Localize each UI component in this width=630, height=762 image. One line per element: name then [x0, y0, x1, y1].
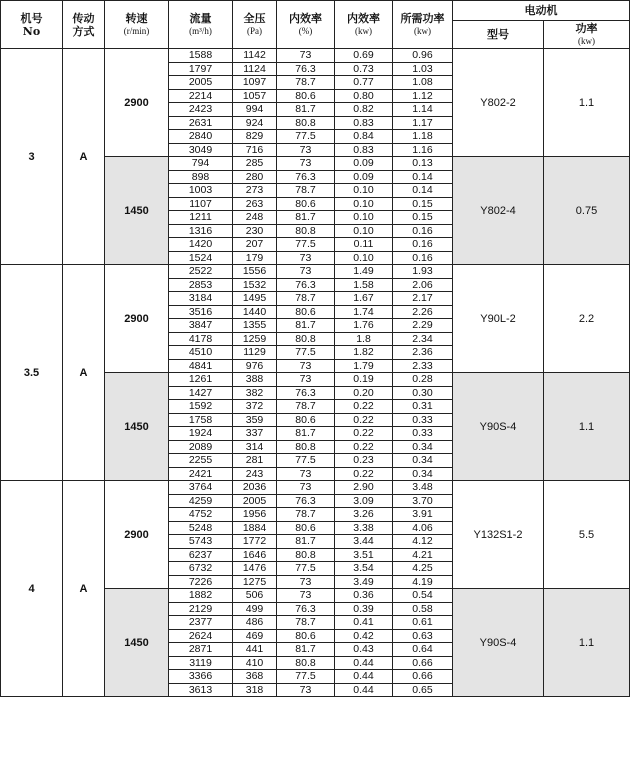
pressure-cell: 1646 [233, 548, 277, 562]
efficiency-cell: 73 [277, 467, 335, 481]
table-row [1, 265, 630, 279]
flow-cell: 2377 [169, 616, 233, 630]
motor-power-cell: 0.75 [544, 157, 630, 265]
drive-cell: A [63, 49, 105, 265]
pressure-cell: 281 [233, 454, 277, 468]
efficiency-cell: 77.5 [277, 670, 335, 684]
header-flow: 流量 (m³/h) [169, 1, 233, 49]
drive-cell: A [63, 265, 105, 481]
motor-model-cell: Y802-4 [453, 157, 544, 265]
pressure-cell: 410 [233, 656, 277, 670]
pressure-cell: 359 [233, 413, 277, 427]
flow-cell: 3119 [169, 656, 233, 670]
flow-cell: 898 [169, 170, 233, 184]
pressure-cell: 924 [233, 116, 277, 130]
efficiency-cell: 73 [277, 575, 335, 589]
pressure-cell: 1476 [233, 562, 277, 576]
internal-power-cell: 1.49 [335, 265, 393, 279]
pressure-cell: 1129 [233, 346, 277, 360]
motor-model-cell: Y802-2 [453, 49, 544, 157]
internal-power-cell: 1.8 [335, 332, 393, 346]
required-power-cell: 4.19 [393, 575, 453, 589]
required-power-cell: 0.33 [393, 427, 453, 441]
motor-model-cell: Y132S1-2 [453, 481, 544, 589]
internal-power-cell: 3.26 [335, 508, 393, 522]
pressure-cell: 1440 [233, 305, 277, 319]
efficiency-cell: 80.6 [277, 629, 335, 643]
internal-power-cell: 1.74 [335, 305, 393, 319]
pressure-cell: 243 [233, 467, 277, 481]
required-power-cell: 0.15 [393, 211, 453, 225]
pressure-cell: 1097 [233, 76, 277, 90]
motor-power-cell: 1.1 [544, 49, 630, 157]
internal-power-cell: 0.23 [335, 454, 393, 468]
required-power-cell: 0.31 [393, 400, 453, 414]
efficiency-cell: 76.3 [277, 602, 335, 616]
pressure-cell: 248 [233, 211, 277, 225]
required-power-cell: 0.15 [393, 197, 453, 211]
efficiency-cell: 77.5 [277, 454, 335, 468]
required-power-cell: 0.16 [393, 251, 453, 265]
required-power-cell: 0.64 [393, 643, 453, 657]
efficiency-cell: 76.3 [277, 278, 335, 292]
flow-cell: 3613 [169, 683, 233, 697]
required-power-cell: 2.26 [393, 305, 453, 319]
internal-power-cell: 3.09 [335, 494, 393, 508]
flow-cell: 3764 [169, 481, 233, 495]
motor-power-cell: 1.1 [544, 373, 630, 481]
pressure-cell: 273 [233, 184, 277, 198]
flow-cell: 1107 [169, 197, 233, 211]
speed-cell: 2900 [105, 265, 169, 373]
efficiency-cell: 78.7 [277, 184, 335, 198]
pressure-cell: 1495 [233, 292, 277, 306]
internal-power-cell: 1.82 [335, 346, 393, 360]
pressure-cell: 2036 [233, 481, 277, 495]
flow-cell: 4510 [169, 346, 233, 360]
required-power-cell: 0.96 [393, 49, 453, 63]
efficiency-cell: 81.7 [277, 103, 335, 117]
pressure-cell: 1556 [233, 265, 277, 279]
flow-cell: 2214 [169, 89, 233, 103]
efficiency-cell: 76.3 [277, 494, 335, 508]
header-motor: 电动机 [453, 1, 630, 21]
internal-power-cell: 1.58 [335, 278, 393, 292]
required-power-cell: 0.30 [393, 386, 453, 400]
flow-cell: 4752 [169, 508, 233, 522]
efficiency-cell: 80.8 [277, 116, 335, 130]
flow-cell: 1420 [169, 238, 233, 252]
required-power-cell: 0.66 [393, 656, 453, 670]
efficiency-cell: 81.7 [277, 427, 335, 441]
internal-power-cell: 0.10 [335, 251, 393, 265]
internal-power-cell: 0.10 [335, 184, 393, 198]
flow-cell: 6237 [169, 548, 233, 562]
flow-cell: 2129 [169, 602, 233, 616]
required-power-cell: 1.03 [393, 62, 453, 76]
header-required-power: 所需功率 (kw) [393, 1, 453, 49]
required-power-cell: 0.33 [393, 413, 453, 427]
table-header [1, 1, 630, 49]
flow-cell: 1592 [169, 400, 233, 414]
efficiency-cell: 73 [277, 157, 335, 171]
required-power-cell: 4.21 [393, 548, 453, 562]
internal-power-cell: 3.54 [335, 562, 393, 576]
pressure-cell: 469 [233, 629, 277, 643]
required-power-cell: 2.29 [393, 319, 453, 333]
pressure-cell: 280 [233, 170, 277, 184]
pressure-cell: 1884 [233, 521, 277, 535]
internal-power-cell: 0.22 [335, 427, 393, 441]
pressure-cell: 285 [233, 157, 277, 171]
drive-cell: A [63, 481, 105, 697]
flow-cell: 3184 [169, 292, 233, 306]
pressure-cell: 506 [233, 589, 277, 603]
efficiency-cell: 73 [277, 683, 335, 697]
speed-cell: 1450 [105, 373, 169, 481]
flow-cell: 3516 [169, 305, 233, 319]
efficiency-cell: 73 [277, 359, 335, 373]
required-power-cell: 2.34 [393, 332, 453, 346]
pressure-cell: 388 [233, 373, 277, 387]
internal-power-cell: 1.76 [335, 319, 393, 333]
efficiency-cell: 81.7 [277, 535, 335, 549]
efficiency-cell: 73 [277, 251, 335, 265]
efficiency-cell: 73 [277, 49, 335, 63]
pressure-cell: 314 [233, 440, 277, 454]
internal-power-cell: 0.10 [335, 224, 393, 238]
required-power-cell: 0.65 [393, 683, 453, 697]
motor-model-cell: Y90S-4 [453, 589, 544, 697]
internal-power-cell: 3.44 [335, 535, 393, 549]
internal-power-cell: 0.10 [335, 211, 393, 225]
internal-power-cell: 0.22 [335, 467, 393, 481]
flow-cell: 2255 [169, 454, 233, 468]
pressure-cell: 372 [233, 400, 277, 414]
motor-power-cell: 2.2 [544, 265, 630, 373]
flow-cell: 5248 [169, 521, 233, 535]
internal-power-cell: 0.82 [335, 103, 393, 117]
pressure-cell: 382 [233, 386, 277, 400]
required-power-cell: 0.66 [393, 670, 453, 684]
pressure-cell: 716 [233, 143, 277, 157]
flow-cell: 4841 [169, 359, 233, 373]
internal-power-cell: 0.44 [335, 683, 393, 697]
internal-power-cell: 0.22 [335, 400, 393, 414]
internal-power-cell: 0.77 [335, 76, 393, 90]
required-power-cell: 0.13 [393, 157, 453, 171]
internal-power-cell: 0.09 [335, 157, 393, 171]
header-motor-power: 功率 (kw) [544, 21, 630, 49]
machine-no-cell: 3 [1, 49, 63, 265]
required-power-cell: 0.61 [393, 616, 453, 630]
efficiency-cell: 77.5 [277, 346, 335, 360]
efficiency-cell: 81.7 [277, 643, 335, 657]
efficiency-cell: 76.3 [277, 62, 335, 76]
pressure-cell: 179 [233, 251, 277, 265]
pressure-cell: 337 [233, 427, 277, 441]
required-power-cell: 1.12 [393, 89, 453, 103]
pressure-cell: 499 [233, 602, 277, 616]
flow-cell: 2522 [169, 265, 233, 279]
flow-cell: 1758 [169, 413, 233, 427]
flow-cell: 2631 [169, 116, 233, 130]
required-power-cell: 0.14 [393, 170, 453, 184]
flow-cell: 1316 [169, 224, 233, 238]
required-power-cell: 4.25 [393, 562, 453, 576]
pressure-cell: 1956 [233, 508, 277, 522]
required-power-cell: 3.48 [393, 481, 453, 495]
internal-power-cell: 0.83 [335, 116, 393, 130]
motor-model-cell: Y90L-2 [453, 265, 544, 373]
flow-cell: 1797 [169, 62, 233, 76]
pressure-cell: 1057 [233, 89, 277, 103]
required-power-cell: 0.34 [393, 454, 453, 468]
required-power-cell: 1.08 [393, 76, 453, 90]
required-power-cell: 0.34 [393, 467, 453, 481]
efficiency-cell: 78.7 [277, 616, 335, 630]
efficiency-cell: 80.6 [277, 413, 335, 427]
flow-cell: 3366 [169, 670, 233, 684]
flow-cell: 6732 [169, 562, 233, 576]
internal-power-cell: 0.09 [335, 170, 393, 184]
internal-power-cell: 1.67 [335, 292, 393, 306]
required-power-cell: 0.58 [393, 602, 453, 616]
internal-power-cell: 3.51 [335, 548, 393, 562]
motor-model-cell: Y90S-4 [453, 373, 544, 481]
pressure-cell: 1772 [233, 535, 277, 549]
speed-cell: 2900 [105, 481, 169, 589]
pressure-cell: 486 [233, 616, 277, 630]
efficiency-cell: 80.8 [277, 224, 335, 238]
internal-power-cell: 0.22 [335, 413, 393, 427]
internal-power-cell: 0.36 [335, 589, 393, 603]
pressure-cell: 1275 [233, 575, 277, 589]
motor-power-cell: 1.1 [544, 589, 630, 697]
efficiency-cell: 78.7 [277, 76, 335, 90]
required-power-cell: 2.17 [393, 292, 453, 306]
pressure-cell: 829 [233, 130, 277, 144]
internal-power-cell: 0.43 [335, 643, 393, 657]
internal-power-cell: 0.73 [335, 62, 393, 76]
motor-power-cell: 5.5 [544, 481, 630, 589]
efficiency-cell: 77.5 [277, 130, 335, 144]
internal-power-cell: 0.10 [335, 197, 393, 211]
efficiency-cell: 73 [277, 481, 335, 495]
required-power-cell: 3.70 [393, 494, 453, 508]
efficiency-cell: 81.7 [277, 319, 335, 333]
header-efficiency: 内效率 (%) [277, 1, 335, 49]
required-power-cell: 0.34 [393, 440, 453, 454]
flow-cell: 4259 [169, 494, 233, 508]
required-power-cell: 2.33 [393, 359, 453, 373]
efficiency-cell: 76.3 [277, 170, 335, 184]
internal-power-cell: 2.90 [335, 481, 393, 495]
flow-cell: 1427 [169, 386, 233, 400]
required-power-cell: 1.93 [393, 265, 453, 279]
machine-no-cell: 4 [1, 481, 63, 697]
internal-power-cell: 0.42 [335, 629, 393, 643]
required-power-cell: 1.17 [393, 116, 453, 130]
header-speed: 转速 (r/min) [105, 1, 169, 49]
pressure-cell: 2005 [233, 494, 277, 508]
flow-cell: 2089 [169, 440, 233, 454]
internal-power-cell: 0.19 [335, 373, 393, 387]
pressure-cell: 441 [233, 643, 277, 657]
internal-power-cell: 3.38 [335, 521, 393, 535]
efficiency-cell: 78.7 [277, 508, 335, 522]
efficiency-cell: 81.7 [277, 211, 335, 225]
speed-cell: 1450 [105, 157, 169, 265]
flow-cell: 3049 [169, 143, 233, 157]
flow-cell: 2421 [169, 467, 233, 481]
table-row [1, 481, 630, 495]
efficiency-cell: 80.6 [277, 521, 335, 535]
efficiency-cell: 80.8 [277, 548, 335, 562]
pressure-cell: 263 [233, 197, 277, 211]
flow-cell: 1882 [169, 589, 233, 603]
required-power-cell: 0.54 [393, 589, 453, 603]
header-pressure: 全压 (Pa) [233, 1, 277, 49]
speed-cell: 2900 [105, 49, 169, 157]
internal-power-cell: 0.44 [335, 656, 393, 670]
efficiency-cell: 80.8 [277, 440, 335, 454]
flow-cell: 2840 [169, 130, 233, 144]
required-power-cell: 2.36 [393, 346, 453, 360]
internal-power-cell: 3.49 [335, 575, 393, 589]
efficiency-cell: 78.7 [277, 292, 335, 306]
required-power-cell: 1.18 [393, 130, 453, 144]
flow-cell: 7226 [169, 575, 233, 589]
machine-no-cell: 3.5 [1, 265, 63, 481]
efficiency-cell: 77.5 [277, 238, 335, 252]
internal-power-cell: 1.79 [335, 359, 393, 373]
efficiency-cell: 73 [277, 589, 335, 603]
pressure-cell: 1259 [233, 332, 277, 346]
pressure-cell: 994 [233, 103, 277, 117]
internal-power-cell: 0.20 [335, 386, 393, 400]
efficiency-cell: 80.6 [277, 197, 335, 211]
efficiency-cell: 73 [277, 143, 335, 157]
internal-power-cell: 0.11 [335, 238, 393, 252]
flow-cell: 1924 [169, 427, 233, 441]
table-body [1, 49, 630, 697]
pressure-cell: 976 [233, 359, 277, 373]
efficiency-cell: 80.8 [277, 656, 335, 670]
pressure-cell: 1355 [233, 319, 277, 333]
header-drive: 传动 方式 [63, 1, 105, 49]
flow-cell: 2423 [169, 103, 233, 117]
internal-power-cell: 0.69 [335, 49, 393, 63]
required-power-cell: 0.14 [393, 184, 453, 198]
flow-cell: 3847 [169, 319, 233, 333]
header-machine-no: 机号 No [1, 1, 63, 49]
pressure-cell: 1124 [233, 62, 277, 76]
pressure-cell: 207 [233, 238, 277, 252]
required-power-cell: 4.12 [393, 535, 453, 549]
flow-cell: 1211 [169, 211, 233, 225]
internal-power-cell: 0.80 [335, 89, 393, 103]
pressure-cell: 368 [233, 670, 277, 684]
flow-cell: 2624 [169, 629, 233, 643]
internal-power-cell: 0.39 [335, 602, 393, 616]
flow-cell: 1524 [169, 251, 233, 265]
speed-cell: 1450 [105, 589, 169, 697]
header-internal-power: 内效率 (kw) [335, 1, 393, 49]
pressure-cell: 230 [233, 224, 277, 238]
required-power-cell: 1.16 [393, 143, 453, 157]
flow-cell: 2005 [169, 76, 233, 90]
flow-cell: 794 [169, 157, 233, 171]
flow-cell: 2853 [169, 278, 233, 292]
pressure-cell: 1532 [233, 278, 277, 292]
flow-cell: 1588 [169, 49, 233, 63]
efficiency-cell: 80.8 [277, 332, 335, 346]
required-power-cell: 0.28 [393, 373, 453, 387]
required-power-cell: 2.06 [393, 278, 453, 292]
flow-cell: 2871 [169, 643, 233, 657]
table-row [1, 49, 630, 63]
efficiency-cell: 73 [277, 373, 335, 387]
internal-power-cell: 0.84 [335, 130, 393, 144]
pressure-cell: 1142 [233, 49, 277, 63]
efficiency-cell: 80.6 [277, 89, 335, 103]
flow-cell: 5743 [169, 535, 233, 549]
required-power-cell: 4.06 [393, 521, 453, 535]
flow-cell: 4178 [169, 332, 233, 346]
required-power-cell: 3.91 [393, 508, 453, 522]
flow-cell: 1261 [169, 373, 233, 387]
required-power-cell: 0.16 [393, 224, 453, 238]
required-power-cell: 0.16 [393, 238, 453, 252]
efficiency-cell: 73 [277, 265, 335, 279]
header-motor-model: 型号 [453, 21, 544, 49]
required-power-cell: 1.14 [393, 103, 453, 117]
required-power-cell: 0.63 [393, 629, 453, 643]
flow-cell: 1003 [169, 184, 233, 198]
internal-power-cell: 0.83 [335, 143, 393, 157]
efficiency-cell: 77.5 [277, 562, 335, 576]
internal-power-cell: 0.44 [335, 670, 393, 684]
efficiency-cell: 80.6 [277, 305, 335, 319]
internal-power-cell: 0.41 [335, 616, 393, 630]
efficiency-cell: 76.3 [277, 386, 335, 400]
efficiency-cell: 78.7 [277, 400, 335, 414]
internal-power-cell: 0.22 [335, 440, 393, 454]
pressure-cell: 318 [233, 683, 277, 697]
